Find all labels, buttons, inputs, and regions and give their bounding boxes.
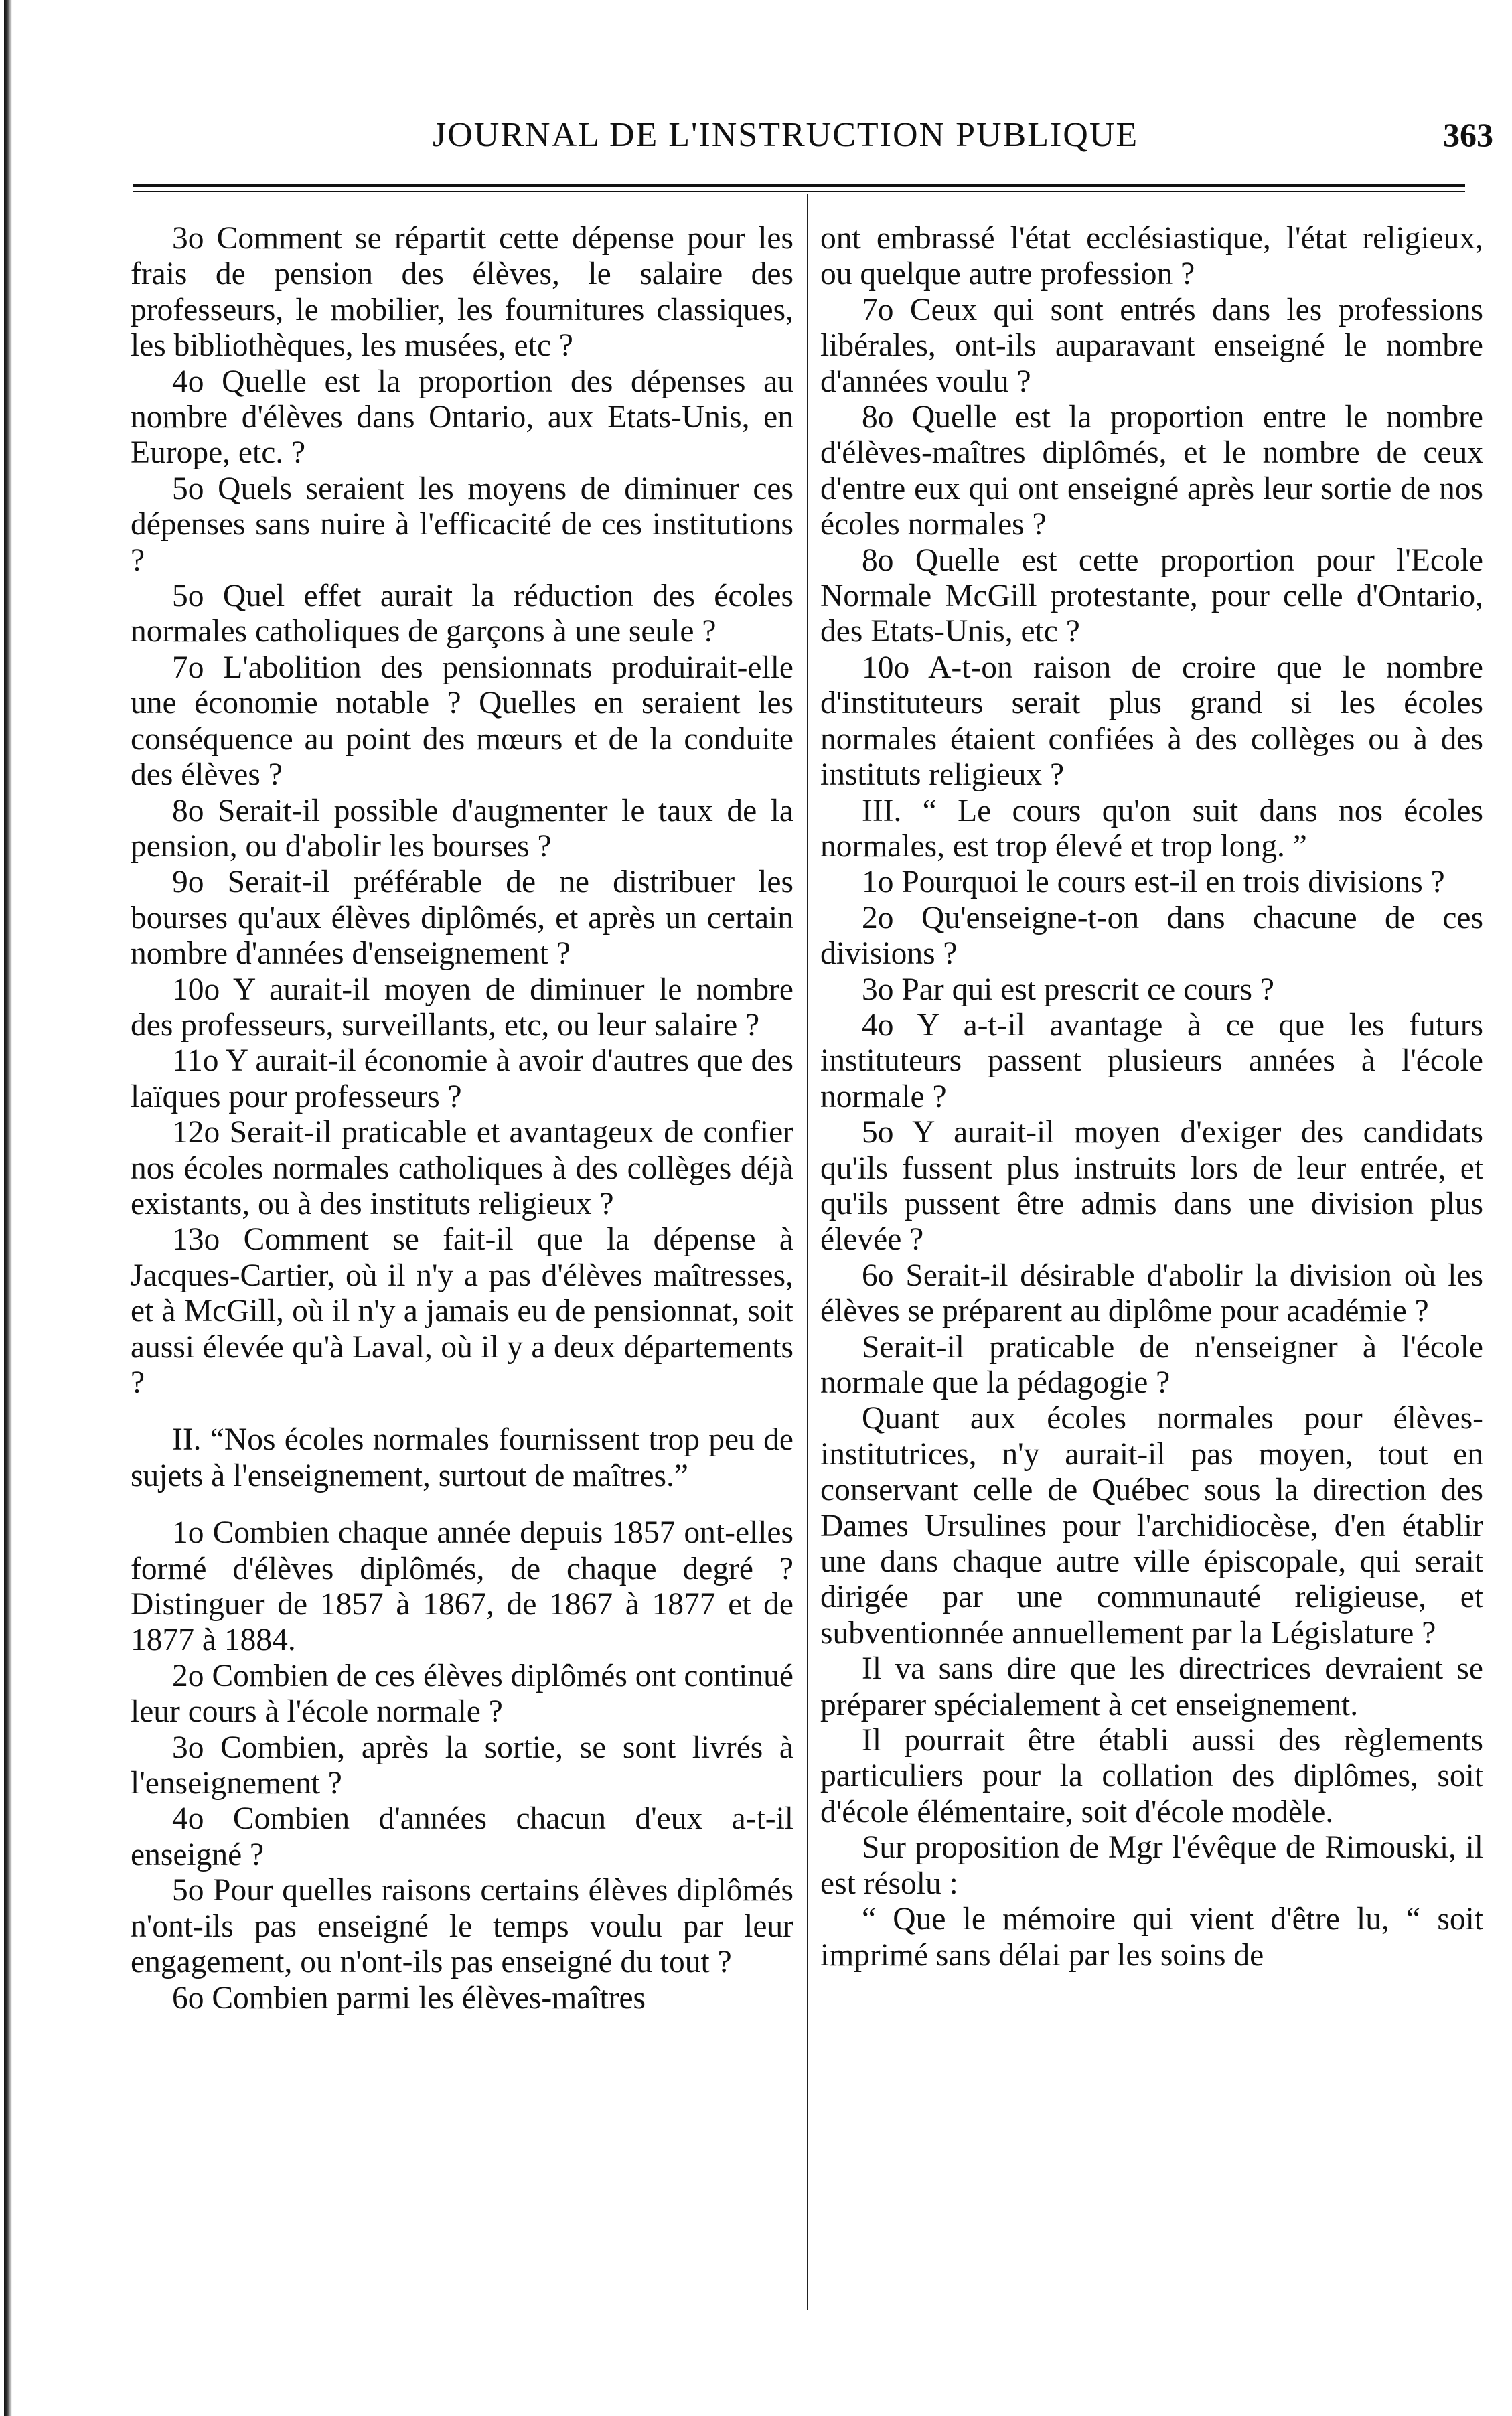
paragraph: 4o Quelle est la proportion des dépenses au nombre d'élèves dans Ontario, aux Etats-Unis, en Europe, etc. ? xyxy=(131,364,793,471)
left-column xyxy=(131,221,793,2016)
page-number: 363 xyxy=(1443,116,1493,153)
paragraph: ont embrassé l'état ecclésiastique, l'état religieux, ou quelque autre profession ? xyxy=(820,221,1483,292)
header-rule xyxy=(133,184,1465,192)
paragraph: 10o Y aurait-il moyen de diminuer le nombre des professeurs, surveillants, etc, ou leur salaire ? xyxy=(131,972,793,1043)
paragraph: 12o Serait-il praticable et avantageux de confier nos écoles normales catholiques à des collèges déjà existants, ou à des instituts religieux ? xyxy=(131,1115,793,1221)
scan-edge-shadow xyxy=(4,0,12,2416)
paragraph: 3o Par qui est prescrit ce cours ? xyxy=(862,972,1274,1007)
paragraph: 2o Qu'enseigne-t-on dans chacune de ces divisions ? xyxy=(820,900,1483,972)
paragraph: 10o A-t-on raison de croire que le nombre d'instituteurs serait plus grand si les écoles normales étaient confiées à des collèges ou à des instituts religieux ? xyxy=(820,650,1483,793)
paragraph: 9o Serait-il préférable de ne distribuer les bourses qu'aux élèves diplômés, et après un certain nombre d'années d'enseignement ? xyxy=(131,864,793,972)
paragraph: “ Que le mémoire qui vient d'être lu, “ soit imprimé sans délai par les soins de xyxy=(820,1902,1483,1973)
paragraph: 8o Quelle est la proportion entre le nombre d'élèves-maîtres diplômés, et le nombre de ceux d'entre eux qui ont enseigné après leur sortie de nos écoles normales ? xyxy=(820,400,1483,542)
page-header xyxy=(127,100,1493,181)
paragraph: 5o Y aurait-il moyen d'exiger des candidats qu'ils fussent plus instruits lors de leur entrée, et qu'ils pussent être admis dans une division plus élevée ? xyxy=(820,1115,1483,1258)
paragraph: 2o Combien de ces élèves diplômés ont continué leur cours à l'école normale ? xyxy=(131,1658,793,1730)
paragraph: Quant aux écoles normales pour élèves-institutrices, n'y aurait-il pas moyen, tout en conservant celle de Québec sous la direction des Dames Ursulines pour l'archidiocèse, d'en établir une dans chaque autre ville épiscopale, qui serait dirigée par une communauté religieuse, et subventionnée annuellement par la Législature ? xyxy=(820,1401,1483,1651)
paragraph: 7o L'abolition des pensionnats produirait-elle une économie notable ? Quelles en seraient les conséquence au point des mœurs et de la conduite des élèves ? xyxy=(131,650,793,793)
right-column xyxy=(820,221,1483,1973)
paragraph: 4o Combien d'années chacun d'eux a-t-il enseigné ? xyxy=(131,1801,793,1872)
paragraph: 6o Serait-il désirable d'abolir la division où les élèves se préparent au diplôme pour académie ? xyxy=(820,1258,1483,1329)
paragraph: Sur proposition de Mgr l'évêque de Rimouski, il est résolu : xyxy=(820,1830,1483,1901)
paragraph: Serait-il praticable de n'enseigner à l'école normale que la pédagogie ? xyxy=(820,1329,1483,1400)
paragraph: 13o Comment se fait-il que la dépense à Jacques-Cartier, où il n'y a pas d'élèves maîtresses, et à McGill, où il n'y a jamais eu de pensionnat, soit aussi élevée qu'à Laval, où il y a deux départements ? xyxy=(131,1222,793,1400)
paragraph: 1o Combien chaque année depuis 1857 ont-elles formé d'élèves diplômés, de chaque degré ? Distinguer de 1857 à 1867, de 1867 à 1877 et de 1877 à 1884. xyxy=(131,1515,793,1658)
paragraph: Il pourrait être établi aussi des règlements particuliers pour la collation des diplômes, soit d'école élémentaire, soit d'école modèle. xyxy=(820,1723,1483,1829)
paragraph: 8o Quelle est cette proportion pour l'Ecole Normale McGill protestante, pour celle d'Ontario, des Etats-Unis, etc ? xyxy=(820,542,1483,650)
paragraph: 4o Y a-t-il avantage à ce que les futurs instituteurs passent plusieurs années à l'école normale ? xyxy=(820,1007,1483,1114)
paragraph: 5o Quels seraient les moyens de diminuer ces dépenses sans nuire à l'efficacité de ces institutions ? xyxy=(131,471,793,578)
paragraph: 5o Quel effet aurait la réduction des écoles normales catholiques de garçons à une seule ? xyxy=(131,579,793,650)
paragraph: 3o Combien, après la sortie, se sont livrés à l'enseignement ? xyxy=(131,1730,793,1801)
paragraph: 7o Ceux qui sont entrés dans les professions libérales, ont-ils auparavant enseigné le nombre d'années voulu ? xyxy=(820,292,1483,399)
paragraph: Il va sans dire que les directrices devraient se préparer spécialement à cet enseignement. xyxy=(820,1651,1483,1722)
section-heading-paragraph: III. “ Le cours qu'on suit dans nos écoles normales, est trop élevé et trop long. ” xyxy=(820,793,1483,864)
column-divider xyxy=(807,194,808,2310)
paragraph: 1o Pourquoi le cours est-il en trois divisions ? xyxy=(862,864,1445,900)
paragraph: 6o Combien parmi les élèves-maîtres xyxy=(172,1980,646,2016)
section-heading-paragraph: II. “Nos écoles normales fournissent trop peu de sujets à l'enseignement, surtout de maîtres.” xyxy=(131,1422,793,1493)
paragraph: 11o Y aurait-il économie à avoir d'autres que des laïques pour professeurs ? xyxy=(131,1043,793,1114)
paragraph: 5o Pour quelles raisons certains élèves diplômés n'ont-ils pas enseigné le temps voulu par leur engagement, ou n'ont-ils pas enseigné du tout ? xyxy=(131,1873,793,1980)
journal-title: JOURNAL DE L'INSTRUCTION PUBLIQUE xyxy=(433,116,1139,154)
paragraph: 3o Comment se répartit cette dépense pour les frais de pension des élèves, le salaire des professeurs, le mobilier, les fournitures classiques, les bibliothèques, les musées, etc ? xyxy=(131,221,793,364)
paragraph: 8o Serait-il possible d'augmenter le taux de la pension, ou d'abolir les bourses ? xyxy=(131,793,793,864)
